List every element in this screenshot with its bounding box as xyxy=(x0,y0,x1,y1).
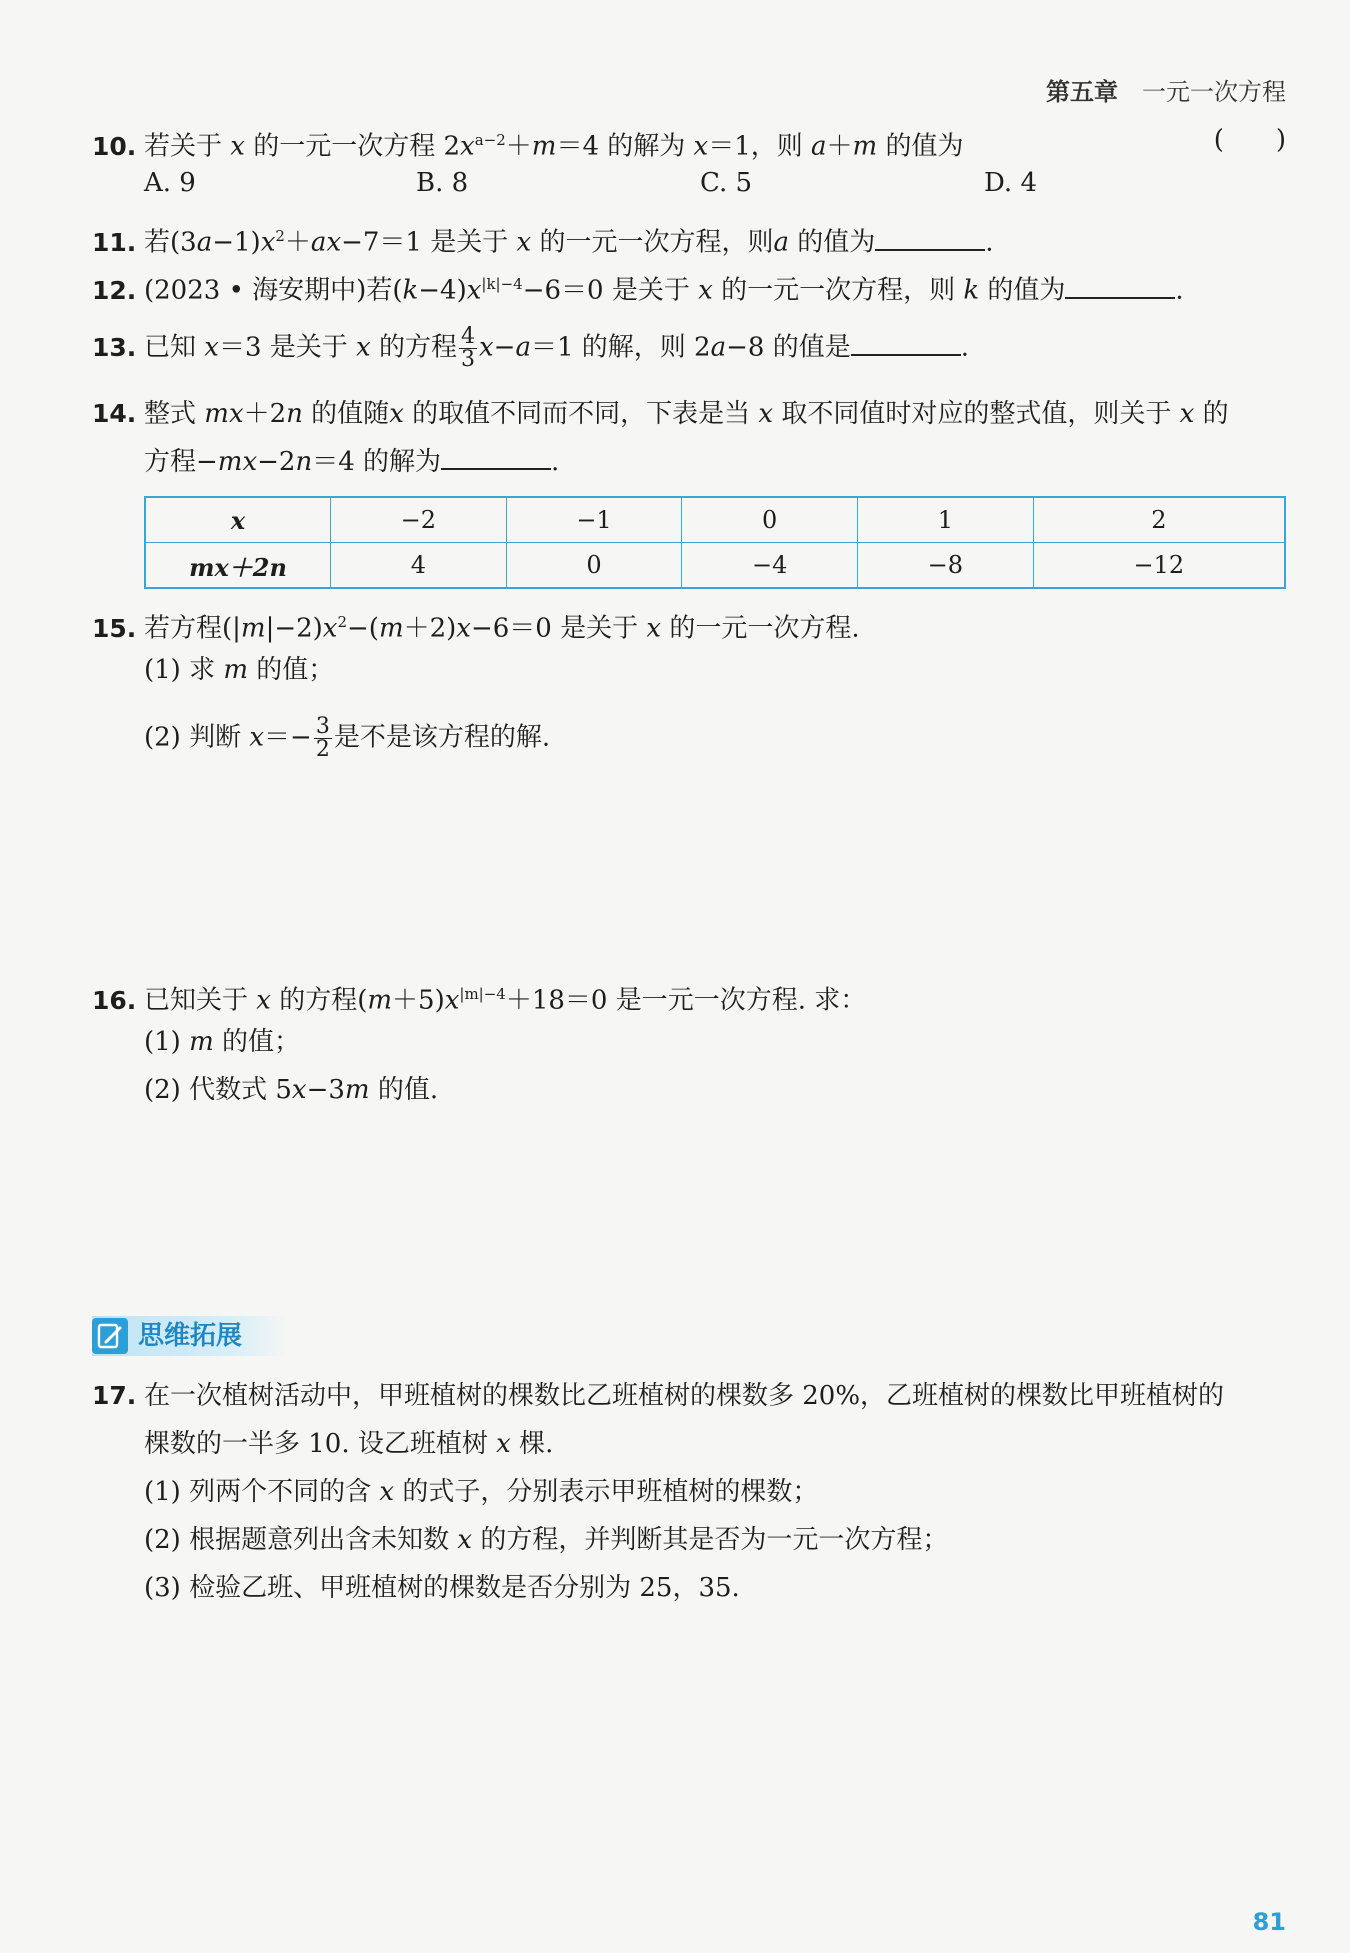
value-table xyxy=(144,496,1286,589)
option-d: D. 4 xyxy=(984,168,1037,198)
table-cell: −8 xyxy=(858,543,1034,589)
table-cell: −4 xyxy=(682,543,858,589)
question-12: 12. (2023 • 海安期中)若$(k-4)x^{|k|-4}-6=0$ 是关于 x 的一元一次方程，则 k 的值为 . xyxy=(92,264,1290,311)
question-17-part-2: (2) 根据题意列出含未知数 x 的方程，并判断其是否为一元一次方程； xyxy=(144,1525,949,1555)
table-cell: 4 xyxy=(331,543,507,589)
question-17-line-1: 17. 在一次植树活动中，甲班植树的棵数比乙班植树的棵数多 20%，乙班植树的棵数比甲班植树的 xyxy=(92,1376,1290,1416)
question-13: 13. 已知 x＝3 是关于 x 的方程 $\frac{4}{3}$ x−a＝1 的解，则 2a−8 的值是 . xyxy=(92,324,969,372)
chapter-title: 一元一次方程 xyxy=(1142,78,1286,106)
question-17-part-3: (3) 检验乙班、甲班植树的棵数是否分别为 25，35. xyxy=(144,1573,740,1603)
chapter-header xyxy=(1046,72,1286,107)
table-cell: −1 xyxy=(506,497,682,543)
table-cell: 1 xyxy=(858,497,1034,543)
fraction: $\frac{4}{3}$ xyxy=(460,324,475,372)
question-11: 11. 若$(3a-1)x^2+ax-7=1$ 是关于 x 的一元一次方程，则a 的值为 . xyxy=(92,216,1290,263)
table-cell: −2 xyxy=(331,497,507,543)
option-a: A. 9 xyxy=(144,168,196,198)
answer-blank xyxy=(1065,271,1175,299)
answer-blank xyxy=(875,223,985,251)
question-source: (2023 • 海安期中) xyxy=(144,275,367,306)
table-cell: −12 xyxy=(1033,543,1285,589)
answer-blank xyxy=(851,328,961,356)
question-number: 15. xyxy=(92,613,137,643)
chapter-number: 第五章 xyxy=(1046,78,1118,106)
page-number: 81 xyxy=(1252,1908,1286,1936)
question-16: 16. 已知关于 x 的方程$(m+5)x^{|m|-4}+18=0$ 是一元一次方程. 求： xyxy=(92,974,1290,1021)
table-cell: 2 xyxy=(1033,497,1285,543)
question-number: 17. xyxy=(92,1381,137,1410)
option-b: B. 8 xyxy=(416,168,469,198)
answer-parentheses: ( ) xyxy=(1213,125,1286,155)
question-15-part-1: (1) 求 m 的值； xyxy=(144,655,335,685)
question-16-part-2: (2) 代数式 5x−3m 的值. xyxy=(144,1075,439,1105)
row-header-mx-2n: mx＋2n xyxy=(145,543,331,589)
question-15: 15. 若方程$(|m|-2)x^2-(m+2)x-6=0$ 是关于 x 的一元一次方程. xyxy=(92,602,1290,649)
option-c: C. 5 xyxy=(700,168,753,198)
q10-options xyxy=(144,168,1144,208)
table-cell: 0 xyxy=(682,497,858,543)
section-banner xyxy=(92,1316,288,1356)
question-10: 10. 若关于 x 的一元一次方程 $2x^{a-2}+m=4$ 的解为 x＝1，则 a＋m 的值为 xyxy=(92,120,1290,167)
fraction: $\frac{3}{2}$ xyxy=(315,714,330,762)
question-16-part-1: (1) m 的值； xyxy=(144,1027,301,1057)
question-number: 10. xyxy=(92,131,137,161)
table-cell: 0 xyxy=(506,543,682,589)
question-14-line-2: 方程−mx−2n＝4 的解为 . xyxy=(144,442,559,482)
question-number: 14. xyxy=(92,399,137,428)
table-row xyxy=(145,543,1285,589)
question-number: 16. xyxy=(92,985,137,1015)
section-title: 思维拓展 xyxy=(138,1321,243,1351)
pencil-note-icon xyxy=(92,1318,128,1354)
answer-blank xyxy=(441,442,551,470)
row-header-x: x xyxy=(145,497,331,543)
question-number: 11. xyxy=(92,227,137,257)
question-17-part-1: (1) 列两个不同的含 x 的式子，分别表示甲班植树的棵数； xyxy=(144,1477,819,1507)
question-15-part-2: (2) 判断 x＝− $\frac{3}{2}$ 是不是该方程的解. xyxy=(144,714,551,762)
table-row xyxy=(145,497,1285,543)
question-14-line-1: 14. 整式 mx＋2n 的值随x 的取值不同而不同，下表是当 x 取不同值时对应的整式值，则关于 x 的 xyxy=(92,394,1290,434)
question-17-line-2: 棵数的一半多 10. 设乙班植树 x 棵. xyxy=(144,1429,554,1459)
question-number: 12. xyxy=(92,275,137,305)
question-number: 13. xyxy=(92,332,137,362)
